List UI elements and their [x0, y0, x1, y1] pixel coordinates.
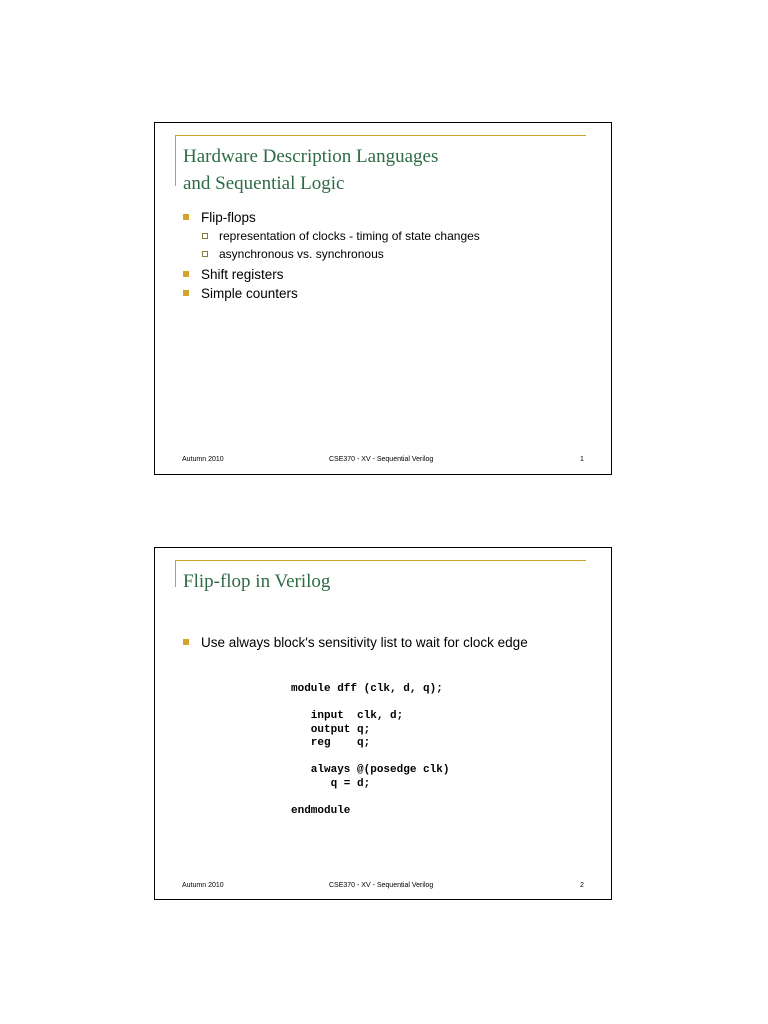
sub-bullet-group [183, 227, 480, 263]
bullet-item: Shift registers [183, 265, 480, 284]
slide-title [183, 568, 330, 595]
footer-date: Autumn 2010 [182, 882, 224, 889]
bullet-list [183, 208, 480, 303]
verilog-code-block: module dff (clk, d, q); input clk, d; output q; reg q; always @(posedge clk) q = d; endmodule [291, 683, 450, 817]
footer-page-number: 1 [580, 456, 584, 463]
footer-course: CSE370 - XV - Sequential Verilog [329, 882, 434, 889]
bullet-item: Flip-flops [183, 208, 480, 227]
footer-page-number: 2 [580, 882, 584, 889]
sub-bullet-list [183, 227, 480, 263]
title-line: Hardware Description Languages [183, 146, 439, 167]
title-line: and Sequential Logic [183, 173, 345, 194]
slide-title [183, 143, 438, 197]
slide-2 [154, 547, 612, 900]
footer-date: Autumn 2010 [182, 456, 224, 463]
footer-course: CSE370 - XV - Sequential Verilog [329, 456, 434, 463]
title-line: Flip-flop in Verilog [183, 571, 331, 592]
bullet-item: Use always block's sensitivity list to wait for clock edge [183, 633, 528, 652]
bullet-item: Simple counters [183, 284, 480, 303]
sub-bullet-item: representation of clocks - timing of state changes [183, 227, 480, 245]
slide-1 [154, 122, 612, 475]
sub-bullet-item: asynchronous vs. synchronous [183, 245, 480, 263]
bullet-list [183, 633, 528, 652]
